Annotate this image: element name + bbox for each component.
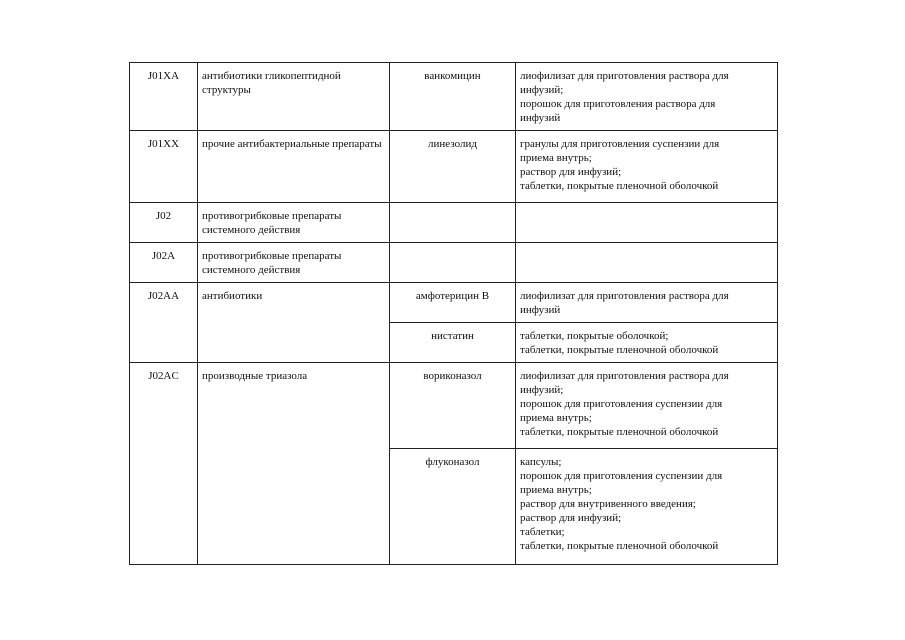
dosage-form-line: раствор для внутривенного введения; [520,498,696,510]
drug-group-cell: антибиотики [198,283,390,363]
drug-name-cell: амфотерицин B [390,283,516,323]
dosage-form-line: приема внутрь; [520,484,592,496]
dosage-form-line: таблетки, покрытые пленочной оболочкой [520,540,719,552]
atc-code-cell: J01XX [130,131,198,203]
drug-group-cell: противогрибковые препараты системного действия [198,203,390,243]
dosage-form-line: гранулы для приготовления суспензии для [520,138,720,150]
dosage-form-line: лиофилизат для приготовления раствора для [520,70,729,82]
dosage-form-line: порошок для приготовления суспензии для [520,398,723,410]
dosage-form-line: таблетки, покрытые пленочной оболочкой [520,426,719,438]
dosage-form-cell [516,203,778,243]
atc-code-cell: J02A [130,243,198,283]
dosage-form-line: таблетки, покрытые оболочкой; [520,330,669,342]
drug-name-cell: флуконазол [390,449,516,565]
drug-name-cell [390,243,516,283]
dosage-form-line: таблетки, покрытые пленочной оболочкой [520,344,719,356]
dosage-form-line: таблетки, покрытые пленочной оболочкой [520,180,719,192]
dosage-form-cell [516,243,778,283]
drug-name-cell: ванкомицин [390,63,516,131]
drug-group-cell: производные триазола [198,363,390,565]
dosage-form-line: приема внутрь; [520,412,592,424]
dosage-form-line: приема внутрь; [520,152,592,164]
atc-code-cell: J01XA [130,63,198,131]
dosage-form-cell [516,449,778,565]
drug-group-cell: антибиотики гликопептидной структуры [198,63,390,131]
dosage-form-line: лиофилизат для приготовления раствора для [520,290,729,302]
drug-name-cell: нистатин [390,323,516,363]
drug-name-cell: вориконазол [390,363,516,449]
dosage-form-cell [516,63,778,131]
drug-name-cell: линезолид [390,131,516,203]
table-row [130,131,778,203]
dosage-form-line: инфузий [520,112,561,124]
table-row [130,243,778,283]
table-row [130,363,778,449]
drug-group-cell: противогрибковые препараты системного действия [198,243,390,283]
dosage-form-line: лиофилизат для приготовления раствора для [520,370,729,382]
table-row [130,283,778,323]
table-row [130,63,778,131]
dosage-form-line: порошок для приготовления раствора для [520,98,716,110]
atc-code-cell: J02AC [130,363,198,565]
dosage-form-line: таблетки; [520,526,565,538]
dosage-form-line: капсулы; [520,456,562,468]
dosage-form-cell [516,283,778,323]
dosage-form-line: раствор для инфузий; [520,512,622,524]
dosage-form-cell [516,131,778,203]
dosage-form-cell [516,323,778,363]
atc-code-cell: J02 [130,203,198,243]
dosage-form-line: порошок для приготовления суспензии для [520,470,723,482]
drug-group-cell: прочие антибактериальные препараты [198,131,390,203]
table-row [130,203,778,243]
dosage-form-line: инфузий [520,304,561,316]
dosage-form-cell [516,363,778,449]
dosage-form-line: инфузий; [520,84,564,96]
drug-name-cell [390,203,516,243]
dosage-form-line: раствор для инфузий; [520,166,622,178]
atc-code-cell: J02AA [130,283,198,363]
dosage-form-line: инфузий; [520,384,564,396]
drug-table [129,62,778,565]
table-body [130,63,778,565]
